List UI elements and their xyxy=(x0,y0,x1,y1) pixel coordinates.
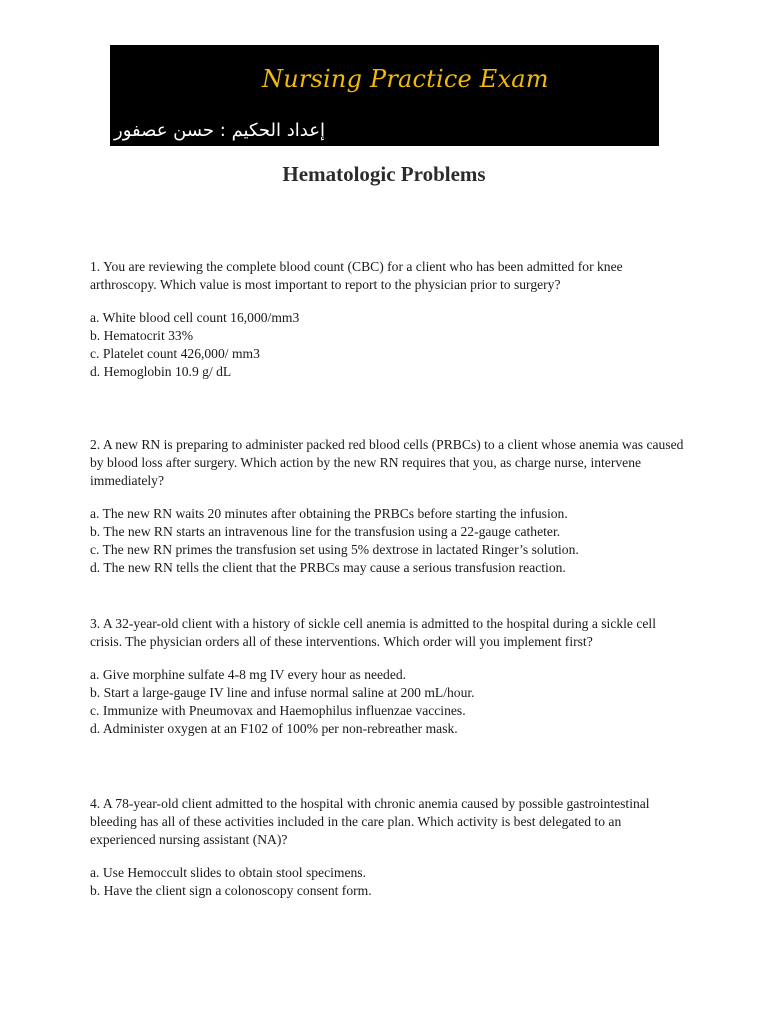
answer-option: a. Give morphine sulfate 4-8 mg IV every hour as needed. xyxy=(90,667,407,682)
question-4 xyxy=(90,795,690,900)
banner-author: إعداد الحكيم : حسن عصفور xyxy=(114,120,325,141)
question-text: 2. A new RN is preparing to administer packed red blood cells (PRBCs) to a client whose anemia was caused by blood loss after surgery. Which action by the new RN requires that you, as charge nurse, intervene immediately? xyxy=(90,437,684,488)
answer-option: b. Hematocrit 33% xyxy=(90,328,194,343)
answer-options xyxy=(90,666,690,738)
answer-option: c. The new RN primes the transfusion set using 5% dextrose in lactated Ringer’s solution. xyxy=(90,542,579,557)
header-banner xyxy=(110,45,659,146)
page-title: Hematologic Problems xyxy=(282,162,486,186)
answer-option: d. Administer oxygen at an F102 of 100% per non-rebreather mask. xyxy=(90,721,458,736)
answer-option: a. The new RN waits 20 minutes after obtaining the PRBCs before starting the infusion. xyxy=(90,506,568,521)
question-text: 3. A 32-year-old client with a history of sickle cell anemia is admitted to the hospital during a sickle cell crisis. The physician orders all of these interventions. Which order will you implement first? xyxy=(90,616,656,649)
answer-option: b. The new RN starts an intravenous line for the transfusion using a 22-gauge catheter. xyxy=(90,524,561,539)
question-2 xyxy=(90,436,690,577)
answer-option: a. White blood cell count 16,000/mm3 xyxy=(90,310,300,325)
question-text: 1. You are reviewing the complete blood count (CBC) for a client who has been admitted for knee arthroscopy. Which value is most important to report to the physician prior to surgery? xyxy=(90,259,623,292)
question-1 xyxy=(90,258,690,381)
answer-option: d. Hemoglobin 10.9 g/ dL xyxy=(90,364,232,379)
answer-option: c. Platelet count 426,000/ mm3 xyxy=(90,346,260,361)
answer-options xyxy=(90,864,690,900)
question-text: 4. A 78-year-old client admitted to the hospital with chronic anemia caused by possible gastrointestinal bleeding has all of these activities included in the care plan. Which activity is best delegated to an experienced nursing assistant (NA)? xyxy=(90,796,650,847)
answer-options xyxy=(90,505,690,577)
answer-option: d. The new RN tells the client that the PRBCs may cause a serious transfusion reaction. xyxy=(90,560,566,575)
question-3 xyxy=(90,615,690,738)
answer-options xyxy=(90,309,690,381)
answer-option: c. Immunize with Pneumovax and Haemophilus influenzae vaccines. xyxy=(90,703,466,718)
answer-option: b. Have the client sign a colonoscopy consent form. xyxy=(90,883,372,898)
answer-option: a. Use Hemoccult slides to obtain stool specimens. xyxy=(90,865,366,880)
answer-option: b. Start a large-gauge IV line and infuse normal saline at 200 mL/hour. xyxy=(90,685,475,700)
banner-title: Nursing Practice Exam xyxy=(262,65,549,93)
